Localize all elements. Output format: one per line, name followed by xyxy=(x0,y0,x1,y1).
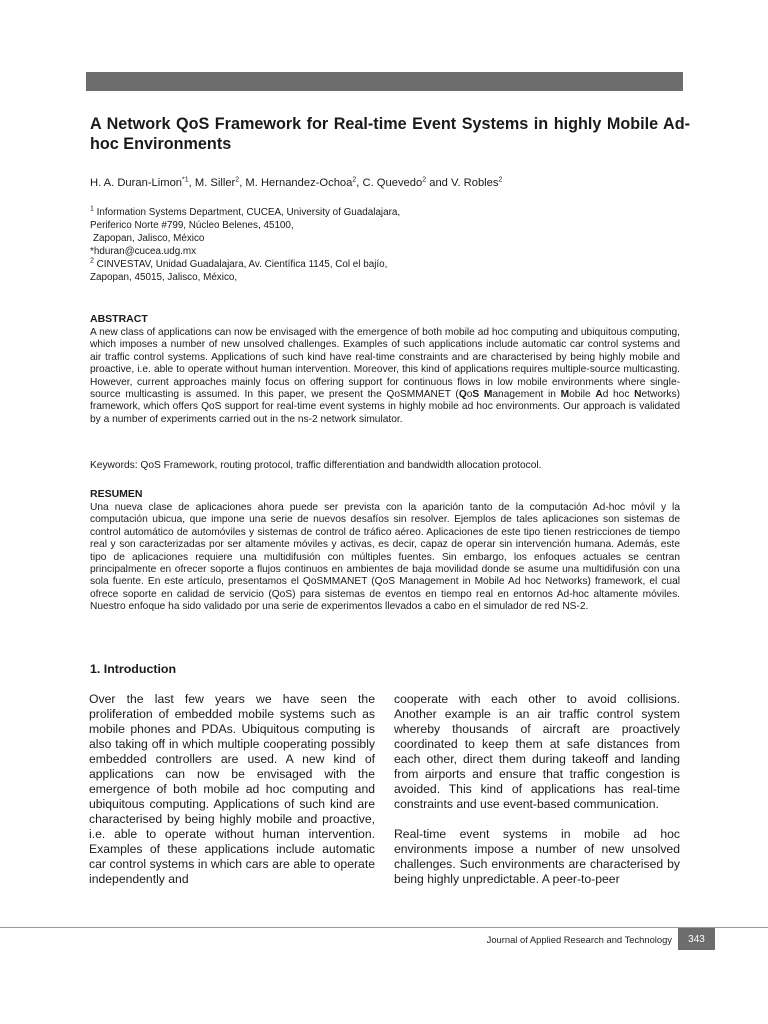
author-affiliation-mark: 2 xyxy=(235,176,240,184)
author-separator: , xyxy=(188,177,195,189)
intro-paragraph-3: Real-time event systems in mobile ad hoc environments impose a number of new unsolved challenges. Such environments are characterised by being highly unpredictable. A peer-to-peer xyxy=(394,827,680,886)
journal-name: Journal of Applied Research and Technology xyxy=(486,934,672,945)
introduction-heading: 1. Introduction xyxy=(90,662,177,676)
author-name: C. Quevedo xyxy=(362,177,423,189)
author-separator: , xyxy=(356,177,363,189)
page-number: 343 xyxy=(678,928,715,950)
intro-paragraph-2: cooperate with each other to avoid collisions. Another example is an air traffic control system whereby thousands of aircraft are proactively coordinated to keep them at safe distances from each other, direct them during takeoff and landing from airports and ensure that traffic congestion is avoided. This kind of applications has real-time constraints and use event-based communication. xyxy=(394,692,680,811)
abstract-heading: ABSTRACT xyxy=(90,313,148,325)
affiliation-1-line-3: Zapopan, Jalisco, México xyxy=(93,233,205,245)
author-name: V. Robles xyxy=(451,177,499,189)
author-separator: and xyxy=(426,177,451,189)
author-name: H. A. Duran-Limon xyxy=(90,177,183,189)
affiliation-2-line-2: Zapopan, 45015, Jalisco, México, xyxy=(90,272,238,284)
affiliation-1-line-1: $^1$ Information Systems Department, CUCEA, University of Guadalajara, xyxy=(90,205,401,218)
author-affiliation-mark: *1 xyxy=(182,176,189,184)
affiliation-2-line-1: $^2$ CINVESTAV, Unidad Guadalajara, Av. Científica 1145, Col el bajío, xyxy=(90,258,388,271)
keywords: Keywords: QoS Framework, routing protocol, traffic differentiation and bandwidth allocation protocol. xyxy=(90,460,542,471)
author-affiliation-mark: 2 xyxy=(422,176,427,184)
author-affiliation-mark: 2 xyxy=(498,176,503,184)
footer-rule xyxy=(0,927,768,928)
corresponding-email: *hduran@cucea.udg.mx xyxy=(90,246,197,258)
author-name: M. Hernandez-Ochoa xyxy=(245,177,353,189)
affiliations xyxy=(90,206,690,285)
intro-right-column xyxy=(394,692,680,902)
paper-title: A Network QoS Framework for Real-time Event Systems in highly Mobile Ad-hoc Environments xyxy=(90,115,690,153)
author-separator: , xyxy=(239,177,246,189)
affiliation-1-line-2: Periferico Norte #799, Núcleo Belenes, 45100, xyxy=(90,220,294,232)
intro-left-column xyxy=(89,692,375,902)
author-list xyxy=(90,175,690,191)
author-affiliation-mark: 2 xyxy=(352,176,357,184)
resumen-heading: RESUMEN xyxy=(90,488,143,500)
resumen-text: Una nueva clase de aplicaciones ahora puede ser prevista con la aparición tanto de la computación Ad-hoc móvil y la computación ubicua, que impone una serie de nuevos desafíos sin resolver. Ejemplos de tales aplicaciones son sistemas de control automático de automóviles y sistemas de control de tráfico aéreo. Aplicaciones de este tipo tienen restricciones de tiempo real y son caracterizadas por ser altamente móviles y activas, es decir, capaz de operar sin intervención humana. Además, este tipo de aplicaciones requiere una multidifusión con múltiples fuentes. Sin embargo, los enfoques actuales se centran principalmente en ofrecer soporte a flujos continuos en ambientes de baja movilidad donde se asume una multidifusión con una sola fuente. En este artículo, presentamos el QoSMMANET (QoS Management in Mobile Ad hoc Networks) framework, el cual ofrece soporte en calidad de servicio (QoS) para sistemas de eventos en tiempo real en entornos Ad-hoc altamente móviles. Nuestro enfoque ha sido validado por una serie de experimentos llevados a cabo en el simulador de red NS-2. xyxy=(90,502,680,613)
abstract-text: A new class of applications can now be envisaged with the emergence of both mobile ad hoc computing and ubiquitous computing, which imposes a number of new unsolved challenges. Examples of such applications include automatic car control systems and air traffic control systems. Applications of such kind have real-time constraints and are characterised by being highly mobile and proactive, i.e. able to operate without human intervention. Moreover, this kind of applications requires multiple-source multicasting. However, current approaches mainly focus on offering support for continuous flows in low mobile environments where single-source multicasting is assumed. In this paper, we present the QoSMMANET (QoS Management in Mobile Ad hoc Networks) framework, which offers QoS support for real-time event systems in highly mobile ad hoc environments. Our approach is validated by a number of experiments carried out in the ns-2 network simulator. xyxy=(90,327,680,425)
header-bar xyxy=(86,72,683,91)
intro-paragraph-1: Over the last few years we have seen the proliferation of embedded mobile systems such as mobile phones and PDAs. Ubiquitous computing is also taking off in which multiple cooperating possibly embedded controllers are used. A new kind of applications can now be envisaged with the emergence of both mobile ad hoc computing and ubiquitous computing. Applications of such kind are characterised by being highly mobile and proactive, i.e. able to operate without human intervention. Examples of these applications include automatic car control systems in which cars are able to operate independently and xyxy=(89,692,375,886)
author-name: M. Siller xyxy=(194,177,236,189)
